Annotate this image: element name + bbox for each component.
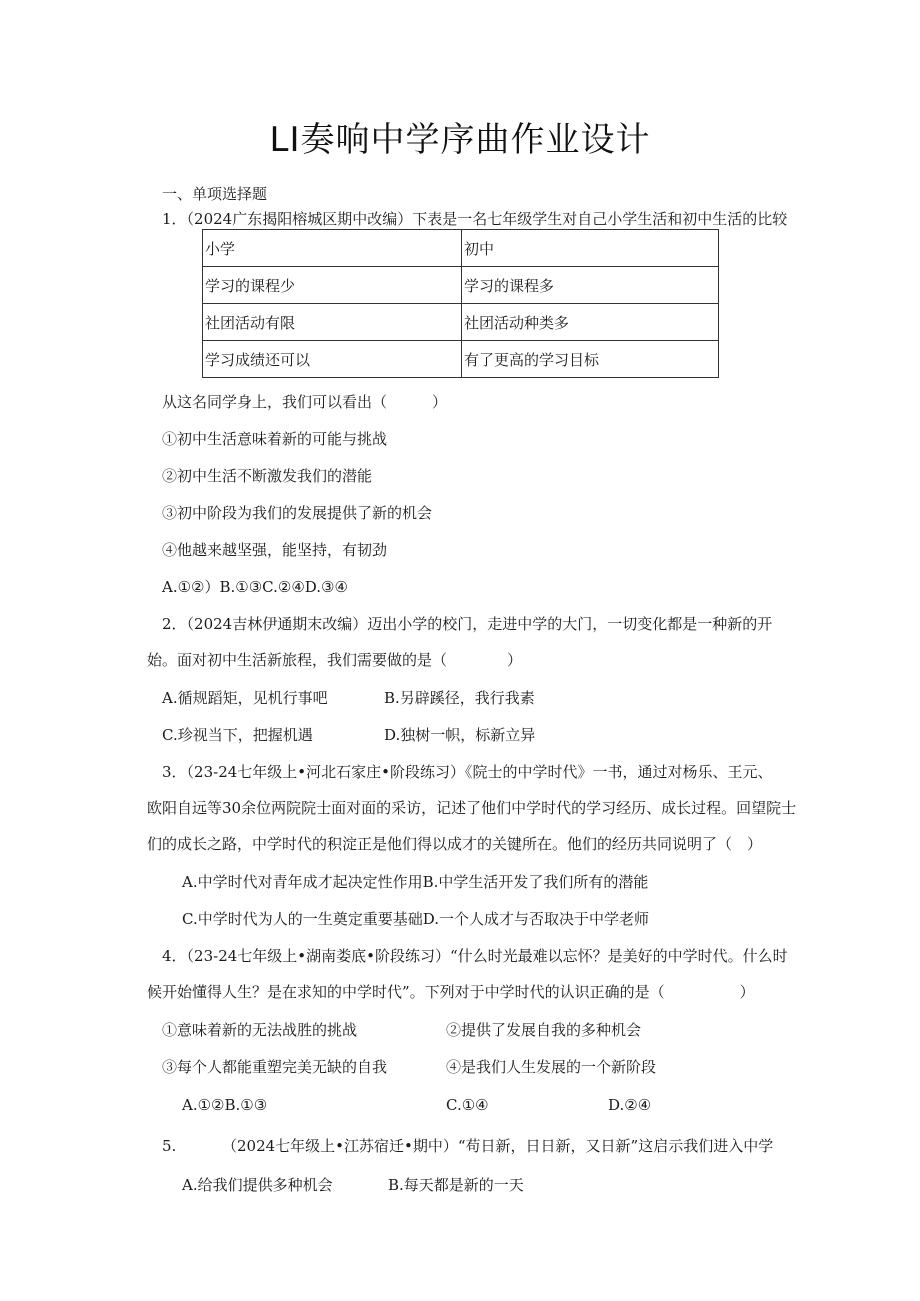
table-cell: 学习的课程多 (462, 267, 719, 304)
table-row (203, 230, 719, 267)
q4-stem-line2: 候开始懂得人生？是在求知的中学时代”。下列对于中学时代的认识正确的是（ ） (147, 983, 755, 1001)
q4-stem-line1: 4．（23-24七年级上•湖南娄底•阶段练习）“什么时光最难以忘怀？是美好的中学时代。什么时 (162, 947, 788, 965)
q1-item-2: ②初中生活不断激发我们的潜能 (162, 467, 373, 485)
q2-stem-line1: 2．（2024吉林伊通期末改编）迈出小学的校门，走进中学的大门，一切变化都是一种新的开 (162, 615, 773, 633)
q3-stem-line1: 3．（23-24七年级上•河北石家庄•阶段练习）《院士的中学时代》一书，通过对杨乐、王元、 (162, 763, 773, 781)
q4-item-2: ②提供了发展自我的多种机会 (446, 1021, 642, 1039)
q4-option-c: C.①④ (446, 1096, 489, 1114)
table-row (203, 304, 719, 341)
table-cell: 学习成绩还可以 (203, 341, 462, 378)
q4-option-d: D.②④ (608, 1096, 652, 1114)
table-header-junior: 初中 (462, 230, 719, 267)
table-cell: 社团活动有限 (203, 304, 462, 341)
q2-option-d: D.独树一帜，标新立异 (384, 726, 536, 744)
table-header-primary: 小学 (203, 230, 462, 267)
table-row (203, 267, 719, 304)
q1-item-1: ①初中生活意味着新的可能与挑战 (162, 430, 388, 448)
q4-options-ab: A.①②B.①③ (182, 1096, 268, 1114)
q4-item-1: ①意味着新的无法战胜的挑战 (162, 1021, 358, 1039)
q2-option-c: C.珍视当下，把握机遇 (162, 726, 313, 744)
q3-stem-line3: 们的成长之路，中学时代的积淀正是他们得以成才的关键所在。他们的经历共同说明了（ ） (147, 835, 763, 853)
q4-item-4: ④是我们人生发展的一个新阶段 (446, 1058, 657, 1076)
q5-number: 5. (162, 1137, 177, 1155)
q1-item-3: ③初中阶段为我们的发展提供了新的机会 (162, 504, 433, 522)
page-title: LI奏响中学序曲作业设计 (269, 120, 651, 160)
q2-option-b: B.另辟蹊径，我行我素 (384, 689, 535, 707)
table-cell: 学习的课程少 (203, 267, 462, 304)
q3-options-cd: C.中学时代为人的一生奠定重要基础D.一个人成才与否取决于中学老师 (182, 910, 649, 928)
q1-prompt: 从这名同学身上，我们可以看出（ ） (162, 393, 448, 411)
q2-stem-line2: 始。面对初中生活新旅程，我们需要做的是（ ） (147, 651, 523, 669)
q5-option-b: B.每天都是新的一天 (388, 1176, 524, 1194)
table-row (203, 341, 719, 378)
q3-stem-line2: 欧阳自远等30余位两院院士面对面的采访，记述了他们中学时代的学习经历、成长过程。回望院士 (147, 799, 797, 817)
section-heading: 一、单项选择题 (162, 185, 268, 203)
q5-stem: （2024七年级上•江苏宿迁•期中）“苟日新，日日新，又日新”这启示我们进入中学 (222, 1137, 774, 1155)
q1-item-4: ④他越来越坚强，能坚持，有韧劲 (162, 541, 388, 559)
q1-stem: 1．（2024广东揭阳榕城区期中改编）下表是一名七年级学生对自己小学生活和初中生活的比较 (162, 210, 788, 228)
q5-option-a: A.给我们提供多种机会 (182, 1176, 333, 1194)
table-cell: 社团活动种类多 (462, 304, 719, 341)
q2-option-a: A.循规蹈矩，见机行事吧 (162, 689, 328, 707)
q4-item-3: ③每个人都能重塑完美无缺的自我 (162, 1058, 388, 1076)
q1-options: A.①②）B.①③C.②④D.③④ (162, 578, 348, 596)
comparison-table (202, 229, 719, 378)
q3-options-ab: A.中学时代对青年成才起决定性作用B.中学生活开发了我们所有的潜能 (182, 873, 649, 891)
table-cell: 有了更高的学习目标 (462, 341, 719, 378)
